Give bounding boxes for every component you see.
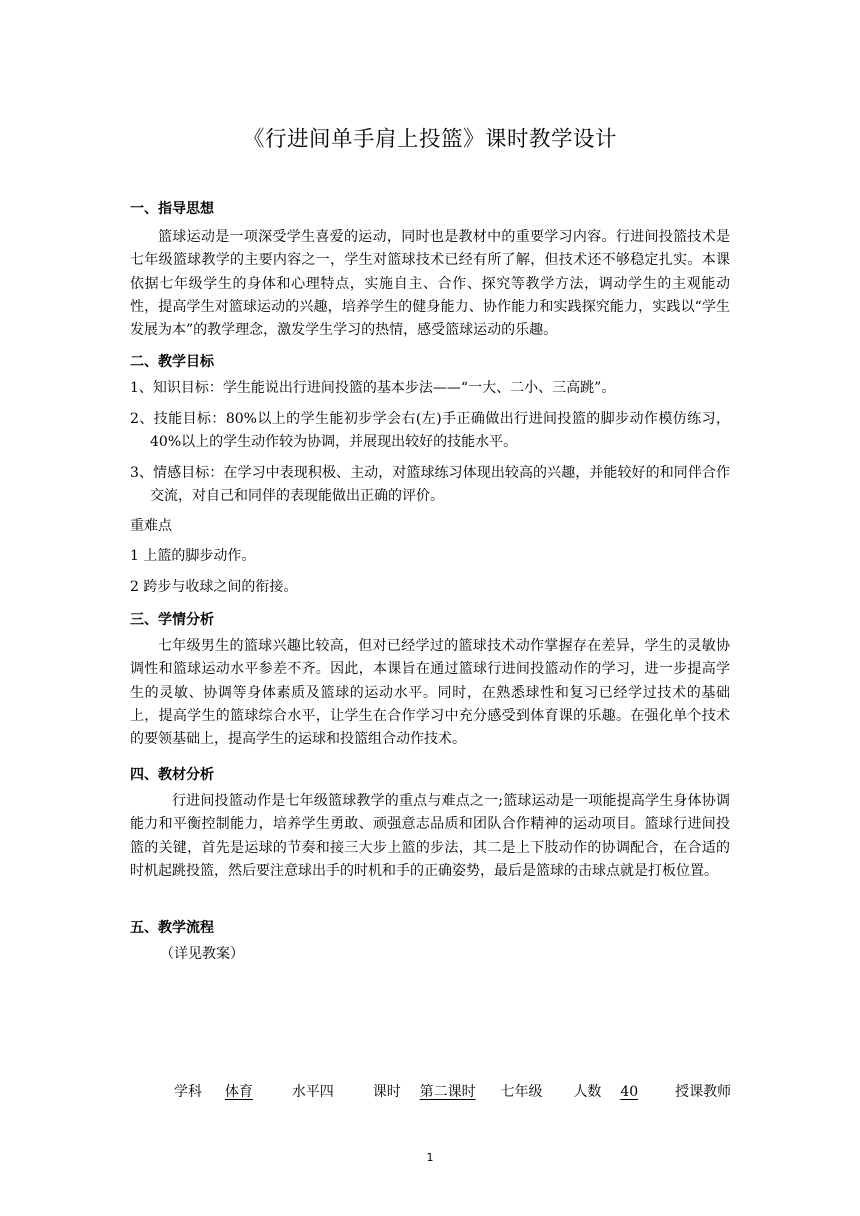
page-title: 《行进间单手肩上投篮》课时教学设计	[242, 127, 617, 152]
subject-value: 体育	[224, 1084, 253, 1100]
lesson-info-footer	[174, 1081, 731, 1101]
section-heading-objectives: 二、教学目标	[130, 354, 214, 370]
key-points-label: 重难点	[130, 518, 172, 534]
objective-skill: 2、技能目标：80%以上的学生能初步学会右(左)手正确做出行进间投篮的脚步动作模仿练习，40%以上的学生动作较为协调，并展现出较好的技能水平。	[130, 411, 730, 451]
section-heading-guiding-idea: 一、指导思想	[130, 201, 214, 217]
lesson-label: 课时	[372, 1084, 401, 1100]
level-label: 水平四	[291, 1084, 334, 1100]
key-point-2: 2 跨步与收球之间的衔接。	[130, 579, 298, 595]
count-label: 人数	[573, 1084, 602, 1100]
lesson-value: 第二课时	[419, 1084, 476, 1100]
count-value: 40	[620, 1084, 639, 1100]
section-body-student-analysis: 七年级男生的篮球兴趣比较高，但对已经学过的篮球技术动作掌握存在差异，学生的灵敏协调性和篮球运动水平参差不齐。因此，本课旨在通过篮球行进间投篮动作的学习，进一步提高学生的灵敏、协调等身体素质及篮球的运动水平。同时，在熟悉球性和复习已经学过技术的基础上，提高学生的篮球综合水平，让学生在合作学习中充分感受到体育课的乐趣。在强化单个技术的要领基础上，提高学生的运球和投篮组合动作技术。	[130, 638, 730, 748]
subject-label: 学科	[174, 1084, 202, 1100]
objective-knowledge: 1、知识目标：学生能说出行进间投篮的基本步法——“一大、二小、三高跳”。	[130, 380, 616, 396]
teacher-label: 授课教师	[675, 1084, 732, 1100]
objective-affective: 3、情感目标：在学习中表现积极、主动，对篮球练习体现出较高的兴趣，并能较好的和同伴合作交流，对自己和同伴的表现能做出正确的评价。	[130, 465, 730, 505]
teaching-process-note: （详见教案）	[160, 946, 244, 962]
grade-label: 七年级	[500, 1084, 543, 1100]
page-number: 1	[426, 1151, 434, 1164]
section-heading-teaching-process: 五、教学流程	[130, 920, 214, 936]
key-point-1: 1 上篮的脚步动作。	[130, 548, 256, 564]
section-heading-student-analysis: 三、学情分析	[130, 612, 214, 628]
section-body-material-analysis: 行进间投篮动作是七年级篮球教学的重点与难点之一;篮球运动是一项能提高学生身体协调能力和平衡控制能力，培养学生勇敢、顽强意志品质和团队合作精神的运动项目。篮球行进间投篮的关键，首先是运球的节奏和接三大步上篮的步法，其二是上下肢动作的协调配合，在合适的时机起跳投篮，然后要注意球出手的时机和手的正确姿势，最后是篮球的击球点就是打板位置。	[130, 793, 730, 879]
section-body-guiding-idea: 篮球运动是一项深受学生喜爱的运动，同时也是教材中的重要学习内容。行进间投篮技术是七年级篮球教学的主要内容之一，学生对篮球技术已经有所了解，但技术还不够稳定扎实。本课依据七年级学生的身体和心理特点，实施自主、合作、探究等教学方法，调动学生的主观能动性，提高学生对篮球运动的兴趣，培养学生的健身能力、协作能力和实践探究能力，实践以“学生发展为本”的教学理念，激发学生学习的热情，感受篮球运动的乐趣。	[130, 229, 730, 339]
section-heading-material-analysis: 四、教材分析	[130, 767, 214, 783]
